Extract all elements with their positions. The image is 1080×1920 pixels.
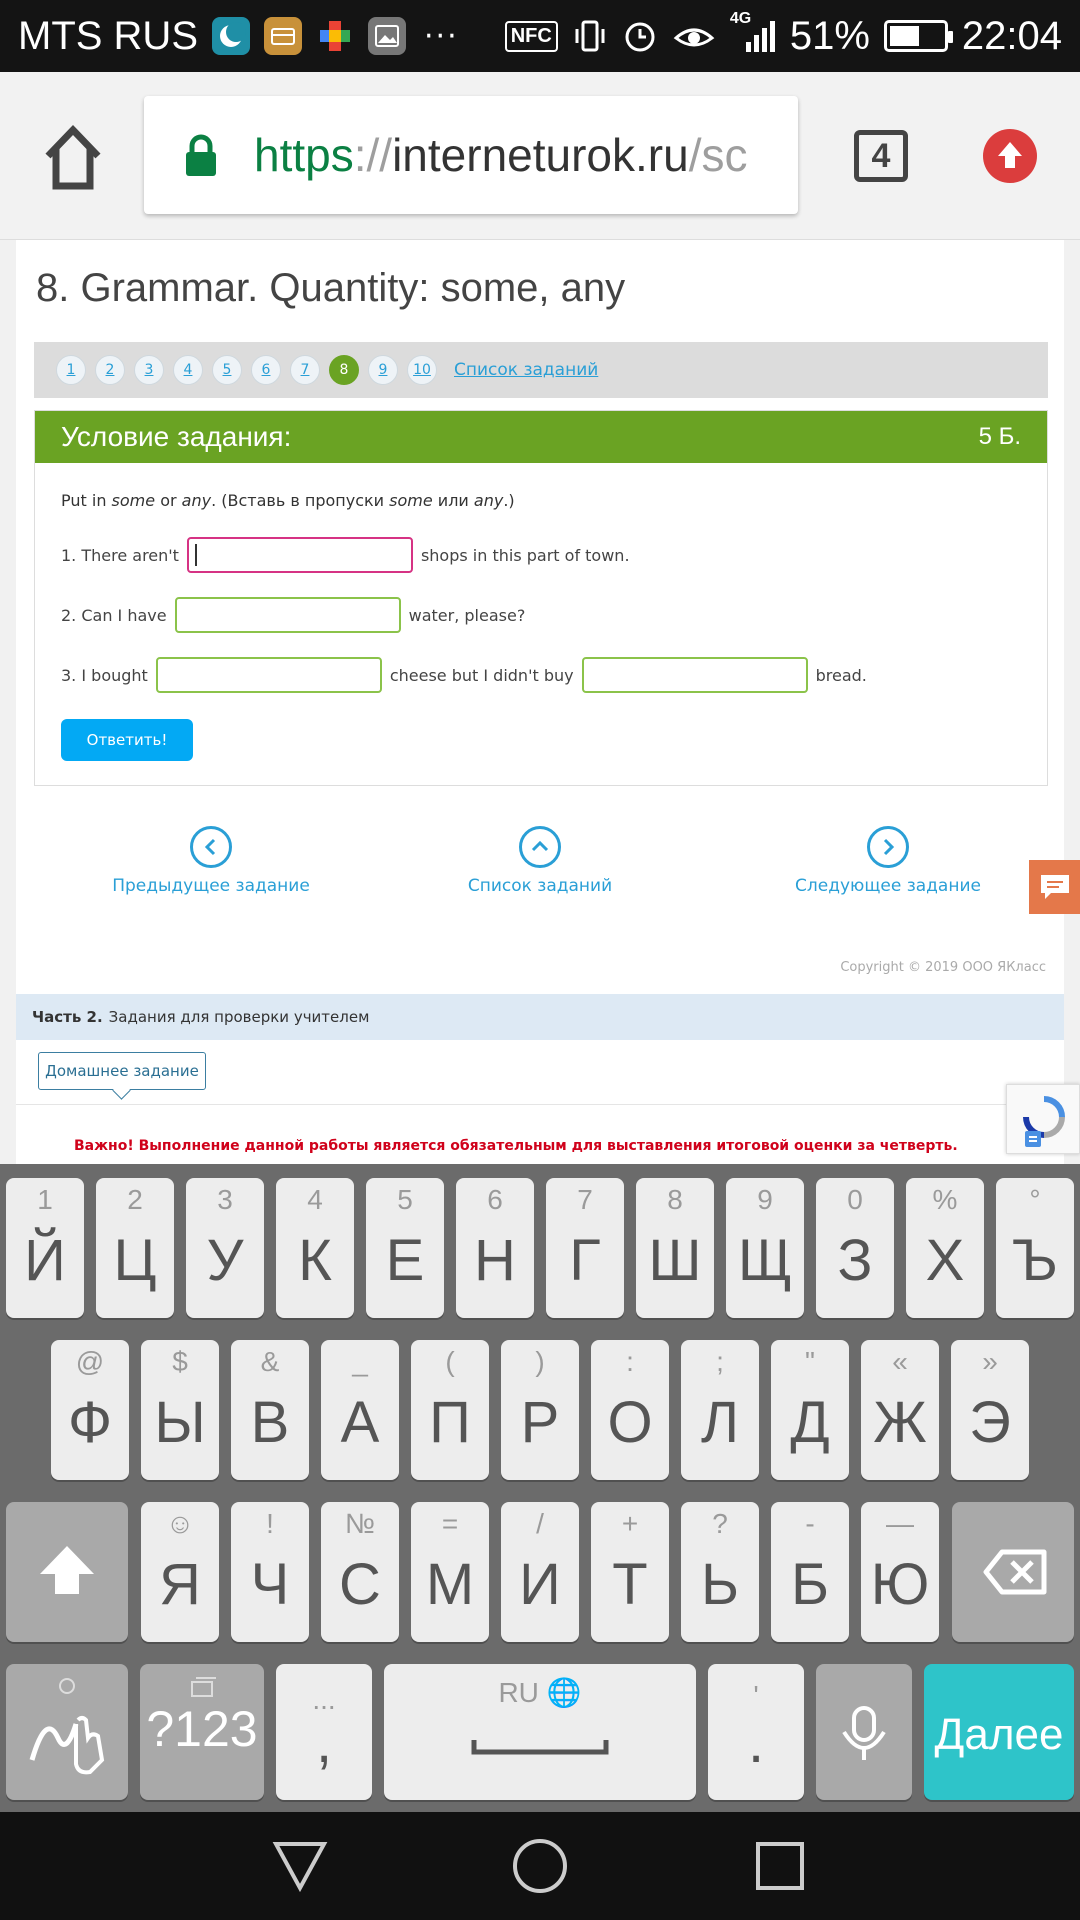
handwriting-key[interactable] <box>6 1664 128 1800</box>
more-notifications-icon: ··· <box>424 18 459 54</box>
key-hint: ( <box>445 1346 455 1377</box>
comma-hint: ... <box>312 1684 336 1715</box>
web-page <box>16 240 1064 1164</box>
key-label: Э <box>969 1390 1011 1455</box>
key-label: Р <box>520 1390 560 1455</box>
key-label: П <box>429 1390 471 1455</box>
recaptcha-icon <box>1007 1085 1080 1155</box>
space-bar-icon <box>384 1664 696 1800</box>
chevron-up-icon <box>519 826 561 868</box>
battery-icon <box>884 20 948 52</box>
text-cursor <box>195 544 197 566</box>
exercise-3-suffix: bread. <box>815 665 867 685</box>
key-hint: « <box>892 1346 908 1377</box>
clock: 22:04 <box>961 13 1062 58</box>
key-hint: » <box>982 1346 998 1377</box>
key-hint: = <box>441 1508 459 1539</box>
key-Х[interactable] <box>906 1178 984 1318</box>
answer-input-1[interactable] <box>187 537 413 573</box>
gesture-settings-icon <box>6 1664 128 1800</box>
key-hint: 8 <box>667 1184 683 1215</box>
prev-task-link[interactable] <box>101 826 321 896</box>
key-hint: & <box>260 1346 280 1377</box>
key-hint: — <box>886 1508 914 1539</box>
comma-key[interactable] <box>276 1664 372 1800</box>
important-notice: Важно! Выполнение данной работы является обязательным для выставления итоговой оценки за четверть. <box>74 1138 958 1154</box>
key-hint: " <box>805 1346 815 1377</box>
key-hint: % <box>932 1184 958 1215</box>
key-label: Х <box>925 1228 965 1293</box>
key-Ж[interactable] <box>861 1340 939 1480</box>
chevron-right-icon <box>867 826 909 868</box>
key-hint: 0 <box>847 1184 863 1215</box>
key-Ы[interactable] <box>141 1340 219 1480</box>
shift-key[interactable] <box>6 1502 128 1642</box>
microphone-icon <box>816 1664 912 1800</box>
answer-input-2[interactable] <box>175 597 401 633</box>
key-label: М <box>425 1552 475 1617</box>
key-label: Ф <box>67 1390 113 1455</box>
task-link-5[interactable]: 5 <box>212 355 242 385</box>
submit-answer-button[interactable]: Ответить! <box>61 719 193 761</box>
home-icon[interactable] <box>40 122 106 192</box>
alarm-icon <box>622 18 658 54</box>
task-list-label: Список заданий <box>467 876 613 896</box>
part2-bold: Часть 2. <box>32 1008 103 1026</box>
key-Р[interactable] <box>501 1340 579 1480</box>
moon-app-icon <box>212 17 250 55</box>
key-hint: $ <box>172 1346 188 1377</box>
exercise-2-prefix: 2. Can I have <box>61 605 167 625</box>
backspace-key[interactable] <box>952 1502 1074 1642</box>
exercise-1-prefix: 1. There aren't <box>61 545 179 565</box>
score-badge: 5 Б. <box>978 423 1021 450</box>
comma-label: , <box>315 1710 333 1775</box>
task-list-nav-link[interactable] <box>430 826 650 896</box>
key-Б[interactable] <box>771 1502 849 1642</box>
key-label: А <box>340 1390 380 1455</box>
key-label: Б <box>790 1552 830 1617</box>
key-Е[interactable] <box>366 1178 444 1318</box>
key-hint: ☺ <box>165 1508 195 1539</box>
key-hint: / <box>536 1508 544 1539</box>
key-hint: ) <box>535 1346 545 1377</box>
homework-tab[interactable]: Домашнее задание <box>38 1052 206 1090</box>
space-key[interactable] <box>384 1664 696 1800</box>
signal-icon <box>729 10 776 54</box>
condition-title: Условие задания: <box>61 421 292 452</box>
key-label: З <box>837 1228 873 1293</box>
key-label: Ю <box>870 1552 930 1617</box>
task-link-9[interactable]: 9 <box>368 355 398 385</box>
symbols-key-label: ?123 <box>146 1701 258 1757</box>
key-Ю[interactable] <box>861 1502 939 1642</box>
key-label: Щ <box>737 1228 793 1293</box>
task-link-6[interactable]: 6 <box>251 355 281 385</box>
key-label: К <box>298 1228 332 1293</box>
recaptcha-badge[interactable] <box>1006 1084 1080 1154</box>
answer-input-3b[interactable] <box>582 657 808 693</box>
task-pagination <box>34 342 1048 398</box>
next-task-label: Следующее задание <box>795 876 981 896</box>
onscreen-keyboard <box>0 1164 1080 1812</box>
play-games-icon <box>316 17 354 55</box>
key-Н[interactable] <box>456 1178 534 1318</box>
key-Л[interactable] <box>681 1340 759 1480</box>
url-text: https://interneturok.ru/sc <box>254 129 748 181</box>
key-К[interactable] <box>276 1178 354 1318</box>
exercise-2 <box>61 597 533 633</box>
instruction-text: Put in some or any. (Вставь в пропуски some или any.) <box>61 491 515 510</box>
globe-icon: 🌐 <box>546 1677 582 1708</box>
prev-task-label: Предыдущее задание <box>112 876 310 896</box>
recents-icon[interactable] <box>758 1844 802 1888</box>
key-label: Л <box>700 1390 740 1455</box>
divider <box>16 1104 1064 1105</box>
back-icon[interactable] <box>276 1844 324 1888</box>
key-hint: @ <box>75 1346 105 1377</box>
backspace-icon <box>952 1502 1074 1642</box>
task-link-1[interactable]: 1 <box>56 355 86 385</box>
key-Й[interactable] <box>6 1178 84 1318</box>
key-label: О <box>607 1390 653 1455</box>
task-condition-box <box>34 410 1048 786</box>
chevron-left-icon <box>190 826 232 868</box>
key-label: С <box>339 1552 381 1617</box>
browser-toolbar <box>0 72 1080 240</box>
key-Д[interactable] <box>771 1340 849 1480</box>
address-bar[interactable] <box>144 96 798 214</box>
nfc-icon: NFC <box>505 21 558 52</box>
condition-header <box>35 411 1047 463</box>
key-hint: ! <box>266 1508 274 1539</box>
key-label: Ъ <box>1012 1228 1058 1293</box>
key-hint: : <box>626 1346 634 1377</box>
key-С[interactable] <box>321 1502 399 1642</box>
key-hint: 3 <box>217 1184 233 1215</box>
key-label: Я <box>159 1552 201 1617</box>
key-hint: 7 <box>577 1184 593 1215</box>
key-М[interactable] <box>411 1502 489 1642</box>
key-hint: _ <box>352 1346 368 1377</box>
task-link-8-active[interactable]: 8 <box>329 355 359 385</box>
key-А[interactable] <box>321 1340 399 1480</box>
task-link-7[interactable]: 7 <box>290 355 320 385</box>
key-label: Д <box>790 1390 830 1455</box>
answer-input-3a[interactable] <box>156 657 382 693</box>
key-hint: 4 <box>307 1184 323 1215</box>
key-П[interactable] <box>411 1340 489 1480</box>
key-label: Й <box>24 1228 66 1293</box>
page-title: 8. Grammar. Quantity: some, any <box>36 266 626 310</box>
chat-icon[interactable] <box>1029 860 1080 914</box>
shift-arrow-icon <box>6 1502 128 1642</box>
task-navigation <box>16 826 1064 906</box>
task-link-3[interactable]: 3 <box>134 355 164 385</box>
key-З[interactable] <box>816 1178 894 1318</box>
wallet-app-icon <box>264 17 302 55</box>
home-nav-icon[interactable] <box>515 1841 565 1891</box>
task-link-4[interactable]: 4 <box>173 355 203 385</box>
exercise-3 <box>61 657 875 693</box>
voice-input-key[interactable] <box>816 1664 912 1800</box>
key-Ч[interactable] <box>231 1502 309 1642</box>
key-hint: - <box>805 1508 815 1539</box>
gallery-icon <box>368 17 406 55</box>
key-label: Н <box>474 1228 516 1293</box>
key-hint: № <box>344 1508 376 1539</box>
tab-switcher-button[interactable]: 4 <box>854 130 908 182</box>
symbols-key[interactable] <box>140 1664 264 1800</box>
period-key[interactable] <box>708 1664 804 1800</box>
key-Г[interactable] <box>546 1178 624 1318</box>
next-task-link[interactable] <box>778 826 998 896</box>
exercise-1 <box>61 537 638 573</box>
task-link-10[interactable]: 10 <box>407 355 437 385</box>
key-В[interactable] <box>231 1340 309 1480</box>
key-hint: 9 <box>757 1184 773 1215</box>
key-label: Ч <box>250 1552 290 1617</box>
key-label: Ц <box>113 1228 157 1293</box>
period-label: . <box>747 1710 765 1775</box>
copyright-text: Copyright © 2019 ООО ЯКласс <box>840 960 1046 975</box>
key-label: В <box>250 1390 290 1455</box>
key-Ь[interactable] <box>681 1502 759 1642</box>
key-Ш[interactable] <box>636 1178 714 1318</box>
network-type: 4G <box>729 10 752 27</box>
key-Ъ[interactable] <box>996 1178 1074 1318</box>
key-hint: 1 <box>37 1184 53 1215</box>
key-label: Ь <box>700 1552 740 1617</box>
key-У[interactable] <box>186 1178 264 1318</box>
key-Ф[interactable] <box>51 1340 129 1480</box>
key-Я[interactable] <box>141 1502 219 1642</box>
vibrate-icon <box>572 18 608 54</box>
task-list-link[interactable]: Список заданий <box>454 360 599 380</box>
exercise-2-suffix: water, please? <box>408 605 526 625</box>
exercise-3-middle: cheese but I didn't buy <box>389 665 574 685</box>
key-hint: 5 <box>397 1184 413 1215</box>
key-label: И <box>519 1552 561 1617</box>
key-label: Ы <box>154 1390 206 1455</box>
key-Э[interactable] <box>951 1340 1029 1480</box>
part2-header <box>16 994 1064 1040</box>
key-Ц[interactable] <box>96 1178 174 1318</box>
key-label: Ш <box>648 1228 702 1293</box>
enter-key[interactable] <box>924 1664 1074 1800</box>
key-hint: 6 <box>487 1184 503 1215</box>
key-hint: + <box>621 1508 639 1539</box>
exercise-3-prefix: 3. I bought <box>61 665 148 685</box>
task-link-2[interactable]: 2 <box>95 355 125 385</box>
part2-text: Задания для проверки учителем <box>108 1008 370 1026</box>
update-icon[interactable] <box>982 128 1038 184</box>
exercise-1-suffix: shops in this part of town. <box>420 545 630 565</box>
key-label: Т <box>612 1552 648 1617</box>
enter-key-label: Далее <box>934 1710 1064 1759</box>
status-bar <box>0 0 1080 72</box>
key-Щ[interactable] <box>726 1178 804 1318</box>
key-label: Е <box>385 1228 425 1293</box>
battery-percent: 51% <box>789 13 870 58</box>
key-label: Ж <box>873 1390 927 1455</box>
lock-icon <box>184 133 218 177</box>
period-hint: ' <box>753 1680 759 1711</box>
key-label: Г <box>569 1228 601 1293</box>
key-hint: 2 <box>127 1184 143 1215</box>
language-label: RU 🌐 <box>498 1677 582 1708</box>
carrier-name: MTS RUS <box>18 13 198 58</box>
key-hint: ? <box>712 1508 728 1539</box>
key-hint: ° <box>1029 1184 1041 1215</box>
key-Т[interactable] <box>591 1502 669 1642</box>
key-hint: ; <box>716 1346 724 1377</box>
key-И[interactable] <box>501 1502 579 1642</box>
system-navigation-bar <box>0 1812 1080 1920</box>
key-label: У <box>206 1228 244 1293</box>
key-О[interactable] <box>591 1340 669 1480</box>
eye-comfort-icon <box>672 18 716 54</box>
